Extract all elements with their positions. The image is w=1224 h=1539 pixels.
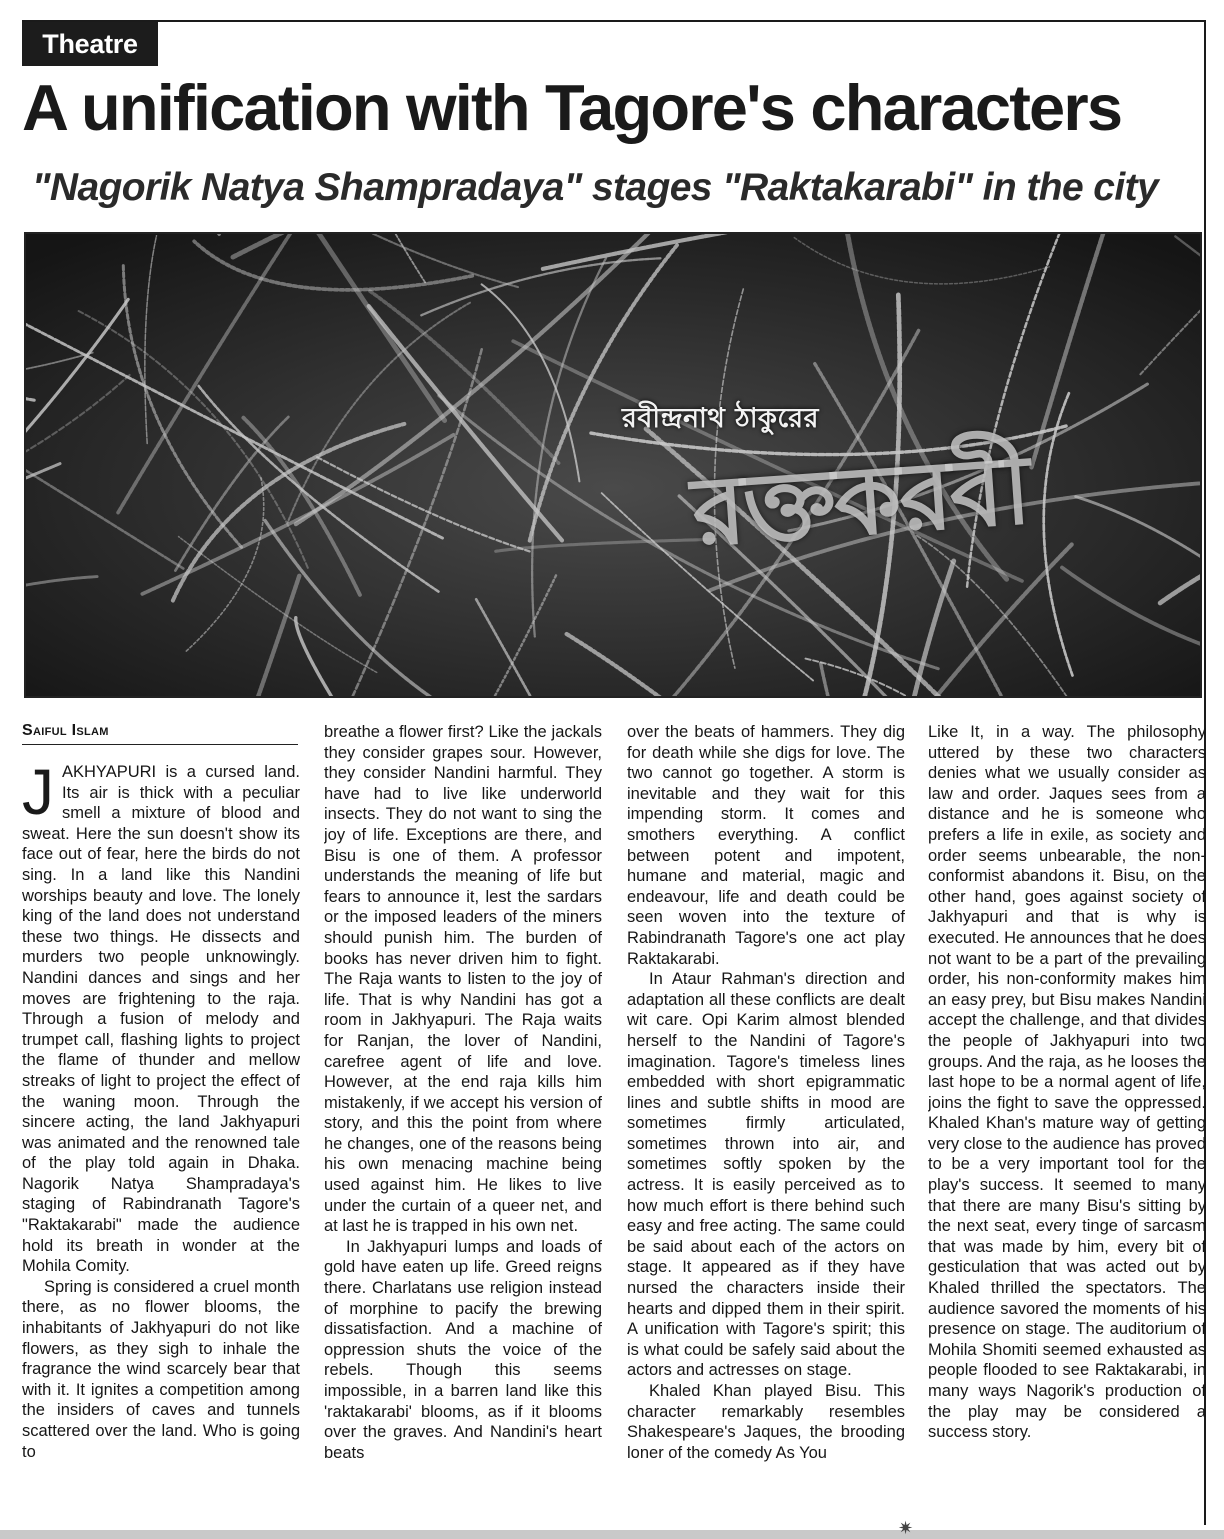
paragraph: breathe a flower first? Like the jackals they consider grapes sour. However, they consider Nandini harmful. They have had to live like underworld insects. They do not want to sing the joy of life. Exceptions are there, and Bisu is one of them. A professor understands the meaning of life but fears to announce it, lest the sardars or the imposed leaders of the miners should punish him. The burden of books has never driven him to fight. The Raja wants to listen to the joy of life. That is why Nandini has got a room in Jakhyapuri. The Raja waits for Ranjan, the lover of Nandini, carefree agent of life and love. However, at the end raja kills him mistakenly, if we accept his version of story, and this the point from where he changes, one of the reasons being his own menacing machine being used against him. He likes to live under the curtain of a queer net, and at last he is trapped in his own net. — [324, 723, 602, 1236]
section-tag: Theatre — [22, 22, 158, 66]
article-column-3 — [627, 722, 905, 1512]
paragraph — [22, 762, 300, 1277]
footer-bar — [0, 1530, 1224, 1539]
top-rule — [22, 20, 1206, 22]
poster-tagline: রবীন্দ্রনাথ ঠাকুরের — [622, 403, 819, 434]
paragraph-text: AKHYAPURI is a cursed land. Its air is thick with a peculiar smell a mixture of blood and sweat. Here the sun doesn't show its face out of fear, here the birds do not sing. In a land like this Nandini worships beauty and love. The lonely king of the land does not understand these two things. He dissects and murders two people unknowingly. Nandini dances and sings and her moves are frightening to the raja. Through a fusion of melody and trumpet call, flashing lights to project the flame of thunder and mellow streaks of light to project the effect of the waning moon. Through the sincere acting, the land Jakhyapuri was animated and the renowned tale of the play told again in Dhaka. Nagorik Natya Shampradaya's staging of Rabindranath Tagore's "Raktakarabi" made the audience hold its breath in wonder at the Mohila Comity. — [22, 763, 300, 1276]
paragraph: Spring is considered a cruel month there, as no flower blooms, the inhabitants of Jakhyapuri do not like flowers, as they sigh to inhale the fragrance the wind scarcely bear that with it. It ignites a competition among the insiders of caves and tunnels scattered over the land. Who is going to — [22, 1277, 300, 1461]
article-column-2 — [324, 722, 602, 1512]
paragraph: Khaled Khan played Bisu. This character remarkably resembles Shakespeare's Jaques, the brooding loner of the comedy As You — [627, 1382, 905, 1462]
paragraph: In Jakhyapuri lumps and loads of gold have eaten up life. Greed reigns there. Charlatans use religion instead of morphine to pacify the brewing dissatisfaction. And a machine of oppression shuts the voice of the rebels. Though this seems impossible, in a barren land like this 'raktakarabi' blooms, as if it blooms over the graves. And Nandini's heart beats — [324, 1237, 602, 1462]
subhead: "Nagorik Natya Shampradaya" stages "Raktakarabi" in the city — [32, 166, 1159, 209]
poster-photo — [24, 232, 1202, 698]
article-column-4 — [928, 722, 1206, 1512]
byline: Saiful Islam — [22, 722, 298, 745]
poster-title: রক্তকরবী — [688, 432, 1033, 569]
headline: A unification with Tagore's characters — [22, 71, 1122, 144]
paragraph: Like It, in a way. The philosophy uttered by these two characters denies what we usually consider as law and order. Jaques sees from a distance and he is someone who prefers a life in exile, as society and order seems unbearable, the non-conformist abandons it. Bisu, on the other hand, goes against society of Jakhyapuri and that is why is executed. He announces that he does not want to be a part of the prevailing order, his non-conformity makes him an easy prey, but Bisu makes Nandini accept the challenge, and that divides the people of Jakhyapuri into two groups. And the raja, as he looses the last hope to be a normal agent of life, joins the fight to save the oppressed. Khaled Khan's mature way of getting very close to the audience has proved to be a very important tool for the play's success. It seemed to many that there are many Bisu's sitting by the next seat, every tinge of sarcasm that was made by him, every bit of gesticulation that was acted out by Khaled thrilled the spectators. The audience savored the moments of his presence on stage. The auditorium of Mohila Shomiti seemed exhausted as people flooded to see Raktakarabi, in many ways Nagorik's production of the play may be considered a success story. — [928, 723, 1206, 1442]
paragraph: over the beats of hammers. They dig for death while she digs for love. The two cannot go together. A storm is inevitable and they wait for this impending storm. It comes and smothers everything. A conflict between potent and impotent, humane and material, magic and endeavour, life and death could be seen woven into the texture of Rabindranath Tagore's one act play Raktakarabi. — [627, 723, 905, 968]
dropcap: J — [22, 762, 54, 828]
footer-star-icon: ✷ — [898, 1518, 914, 1538]
article-column-1 — [22, 762, 300, 1514]
paragraph: In Ataur Rahman's direction and adaptation all these conflicts are dealt wit care. Opi Karim almost blended herself to the Nandini of Tagore's imagination. Tagore's timeless lines embedded with short epigrammatic lines and subtle shifts in mood are sometimes firmly articulated, sometimes thrown into air, and sometimes softly spoken by the actress. It is easily perceived as to how much effort is there behind such easy and free acting. The same could be said about each of the actors on stage. It appeared as if they have nursed the characters inside their hearts and dipped them in their spirit. A unification with Tagore's spirit; this is what could be safely said about the actors and actresses on stage. — [627, 970, 905, 1380]
